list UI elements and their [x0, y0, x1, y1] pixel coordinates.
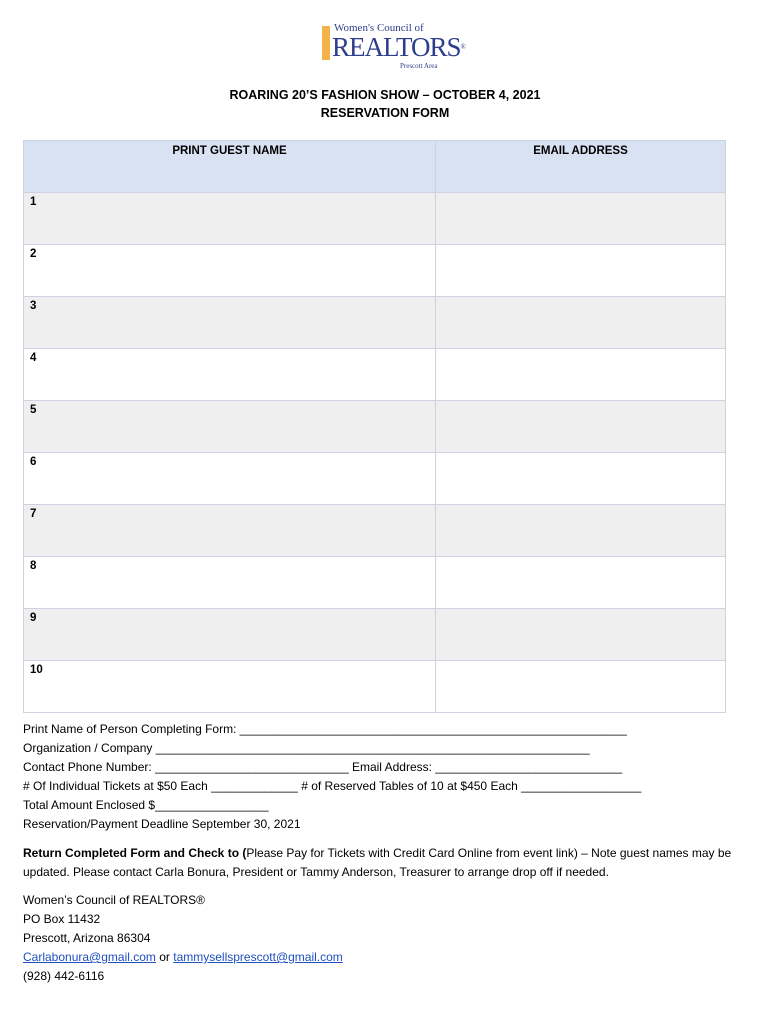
table-row [24, 557, 726, 609]
email-link-tammy[interactable]: tammysellsprescott@gmail.com [173, 950, 343, 964]
return-notice [23, 844, 753, 882]
email-separator: or [155, 950, 174, 964]
guest-name-cell[interactable] [24, 401, 436, 453]
table-row [24, 609, 726, 661]
guest-table [23, 140, 726, 713]
table-row [24, 193, 726, 245]
email-cell[interactable] [436, 661, 726, 713]
header-email-address: EMAIL ADDRESS [436, 141, 726, 193]
event-title: ROARING 20’S FASHION SHOW – OCTOBER 4, 2021 [229, 88, 541, 102]
row-number: 9 [30, 612, 37, 624]
guest-name-cell[interactable] [24, 349, 436, 401]
email-cell[interactable] [436, 453, 726, 505]
guest-name-cell[interactable] [24, 661, 436, 713]
deadline-text: Reservation/Payment Deadline September 30, 2021 [23, 817, 301, 831]
guest-name-cell[interactable] [24, 609, 436, 661]
table-header-row [24, 141, 726, 193]
address-po-box: PO Box 11432 [23, 912, 101, 926]
logo-gold-bar [322, 26, 330, 60]
logo-top-text: Women's Council of [334, 22, 424, 34]
form-fields [23, 720, 753, 834]
logo-sub-text: Prescott Area [400, 62, 438, 70]
table-row [24, 661, 726, 713]
form-title: RESERVATION FORM [320, 106, 450, 120]
organization-field[interactable]: Organization / Company _________________________________________________________________ [23, 741, 590, 755]
table-row [24, 453, 726, 505]
email-cell[interactable] [436, 505, 726, 557]
email-cell[interactable] [436, 557, 726, 609]
email-cell[interactable] [436, 401, 726, 453]
row-number: 5 [30, 404, 37, 416]
logo-main-text [332, 32, 465, 62]
row-number: 1 [30, 196, 37, 208]
table-row [24, 401, 726, 453]
guest-name-cell[interactable] [24, 245, 436, 297]
table-row [24, 297, 726, 349]
row-number: 2 [30, 248, 37, 260]
return-notice-bold: Return Completed Form and Check to ( [23, 846, 247, 860]
guest-name-cell[interactable] [24, 505, 436, 557]
email-link-carla[interactable]: Carlabonura@gmail.com [23, 950, 156, 964]
guest-name-cell[interactable] [24, 297, 436, 349]
tickets-field[interactable]: # Of Individual Tickets at $50 Each _____________ # of Reserved Tables of 10 at $450 Each __________________ [23, 779, 642, 793]
table-row [24, 349, 726, 401]
guest-name-cell[interactable] [24, 193, 436, 245]
logo-trademark: ® [460, 43, 465, 51]
address-phone: (928) 442-6116 [23, 969, 105, 983]
address-org: Women’s Council of REALTORS® [23, 893, 206, 907]
row-number: 7 [30, 508, 37, 520]
address-city: Prescott, Arizona 86304 [23, 931, 151, 945]
row-number: 8 [30, 560, 37, 572]
realtors-logo [322, 22, 465, 72]
row-number: 4 [30, 352, 37, 364]
header-guest-name: PRINT GUEST NAME [24, 141, 436, 193]
row-number: 3 [30, 300, 37, 312]
contact-phone-email-field[interactable]: Contact Phone Number: _____________________________ Email Address: ____________________________ [23, 760, 623, 774]
person-completing-field[interactable]: Print Name of Person Completing Form: __________________________________________________________ [23, 722, 627, 736]
return-notice-text: Please Pay for Tickets with Credit Card Online from event link) – Note guest names may be updated. Please contact Carla Bonura, President or Tammy Anderson, Treasurer to arrange drop off if needed. [23, 846, 732, 879]
row-number: 10 [30, 664, 43, 676]
row-number: 6 [30, 456, 37, 468]
email-cell[interactable] [436, 349, 726, 401]
email-cell[interactable] [436, 245, 726, 297]
total-amount-field[interactable]: Total Amount Enclosed $_________________ [23, 798, 269, 812]
logo-wordmark: REALTORS [332, 32, 461, 62]
table-row [24, 245, 726, 297]
email-cell[interactable] [436, 297, 726, 349]
table-row [24, 505, 726, 557]
email-cell[interactable] [436, 609, 726, 661]
mailing-address [23, 891, 523, 986]
guest-name-cell[interactable] [24, 557, 436, 609]
email-cell[interactable] [436, 193, 726, 245]
address-emails [23, 948, 523, 967]
guest-name-cell[interactable] [24, 453, 436, 505]
